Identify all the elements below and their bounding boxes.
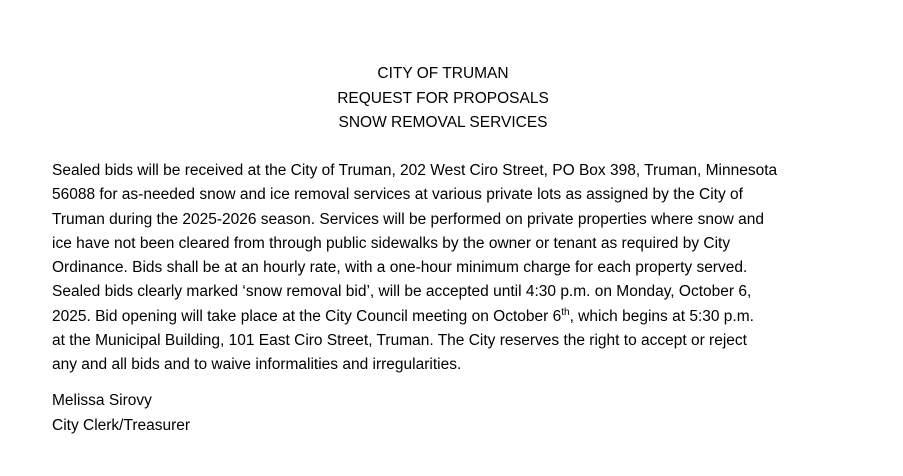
body-line: 56088 for as-needed snow and ice removal services at various private lots as assigned by the City of (52, 186, 743, 204)
body-line: Sealed bids clearly marked ‘snow removal bid’, will be accepted until 4:30 p.m. on Monday, October 6, (52, 283, 752, 301)
notice-heading (0, 62, 886, 136)
body-line: any and all bids and to waive informalities and irregularities. (52, 356, 462, 374)
notice-body (52, 159, 842, 378)
body-line: ice have not been cleared from through public sidewalks by the owner or tenant as required by City (52, 234, 731, 252)
signer-name: Melissa Sirovy (52, 392, 152, 409)
signature-block (52, 389, 190, 438)
heading-request: REQUEST FOR PROPOSALS (337, 89, 549, 107)
body-line: Sealed bids will be received at the City of Truman, 202 West Ciro Street, PO Box 398, Truman, Minnesota (52, 162, 778, 179)
body-line: Truman during the 2025-2026 season. Services will be performed on private properties where snow and (52, 210, 764, 228)
heading-service: SNOW REMOVAL SERVICES (338, 114, 548, 131)
signer-title: City Clerk/Treasurer (52, 416, 191, 434)
heading-city: CITY OF TRUMAN (377, 65, 509, 82)
body-line-text: , which begins at 5:30 p.m. (569, 307, 754, 325)
ordinal-suffix: th (561, 306, 570, 318)
body-line (52, 305, 842, 329)
body-line-text: 2025. Bid opening will take place at the City Council meeting on October 6 (52, 307, 562, 325)
body-line: at the Municipal Building, 101 East Ciro Street, Truman. The City reserves the right to accept or reject (52, 332, 747, 350)
body-line: Ordinance. Bids shall be at an hourly rate, with a one-hour minimum charge for each property served. (52, 259, 748, 277)
